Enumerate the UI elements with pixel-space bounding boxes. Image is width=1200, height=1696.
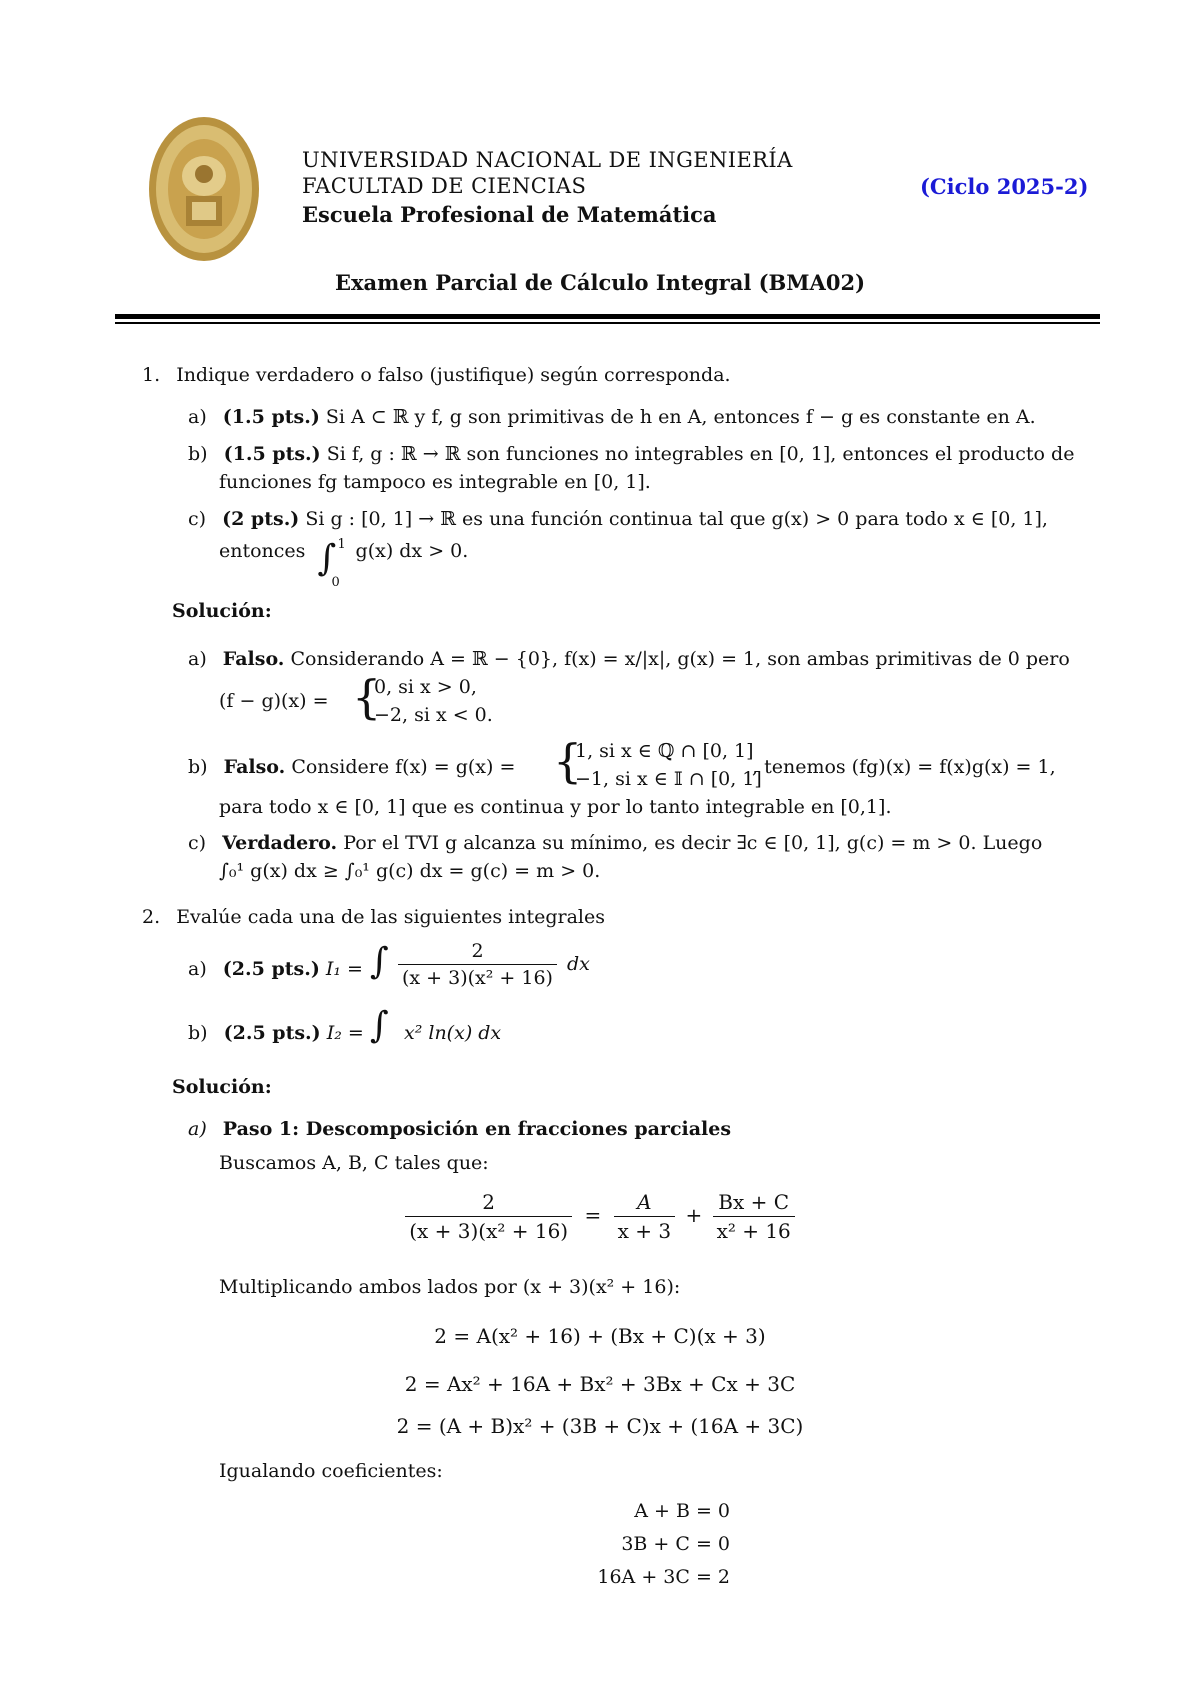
cycle-label: (Ciclo 2025-2) [920,174,1089,199]
q2-solution-label: Solución: [172,1076,272,1098]
sol-b-pre: Considere f(x) = g(x) = [291,756,516,778]
q2-a-fraction [398,940,590,989]
sol-c-text1: Por el TVI g alcanza su mínimo, es decir ∃c ∈ [0, 1], g(c) = m > 0. Luego [343,832,1043,854]
q1-a [188,406,1036,428]
q1-c-points: (2 pts.) [222,508,300,530]
system-eq-3: 16A + 3C = 2 [597,1566,730,1588]
multiply-text: Multiplicando ambos lados por (x + 3)(x² + 16): [219,1276,681,1298]
sol-a-case2: −2, si x < 0. [374,704,493,726]
q1-c-integrand: g(x) dx > 0. [355,540,469,562]
equation-2: 2 = A(x² + 16) + (Bx + C)(x + 3) [434,1324,766,1348]
sol-c-label: c) [188,832,207,854]
sol-b-label: b) [188,756,208,778]
q2-a [188,958,363,980]
q1-statement [142,364,731,386]
sol-b-brace: { [553,734,583,788]
sol-c-verdict: Verdadero. [222,832,338,854]
q2-number: 2. [142,906,161,928]
q2-b-integral-sign: ∫ [370,1005,389,1046]
q2-a-denominator: (x + 3)(x² + 16) [402,967,553,989]
q1-b-text-line1: Si f, g : ℝ → ℝ son funciones no integrables en [0, 1], entonces el producto de [326,443,1075,465]
eq1-a-numerator: A [614,1190,675,1217]
sol-a-case1: 0, si x > 0, [374,676,477,698]
sol-b-case1: 1, si x ∈ ℚ ∩ [0, 1] [575,740,754,762]
q2-b-label: b) [188,1022,208,1044]
q2-step1-label: a) [188,1118,207,1140]
q2-a-points: (2.5 pts.) [222,958,320,980]
school-name: Escuela Profesional de Matemática [302,202,717,227]
q1-c-text-line1: Si g : [0, 1] → ℝ es una función continua tal que g(x) > 0 para todo x ∈ [0, 1], [305,508,1048,530]
university-seal-logo [148,116,260,262]
q2-a-dx: dx [567,952,590,975]
system-eq-1: A + B = 0 [634,1500,730,1522]
eq1-a-denominator: x + 3 [617,1219,672,1243]
q1-a-label: a) [188,406,207,428]
sol-b-verdict: Falso. [223,756,286,778]
eq1-b-numerator: Bx + C [713,1190,795,1217]
header-rule-thick [115,314,1100,319]
q2-step1-title: Paso 1: Descomposición en fracciones parciales [222,1118,732,1140]
q1-c-label: c) [188,508,207,530]
q1-b-points: (1.5 pts.) [223,443,321,465]
q1-number: 1. [142,364,161,386]
sol-b-post: , tenemos (fg)(x) = f(x)g(x) = 1, [752,756,1056,778]
q1-c-line2: entonces ∫ 1 0 g(x) dx > 0. [219,537,469,590]
sol-b [188,756,515,778]
sol-b-case2: −1, si x ∈ 𝕀 ∩ [0, 1] [575,768,762,790]
q2-step1-text: Buscamos A, B, C tales que: [219,1152,489,1174]
exam-title: Examen Parcial de Cálculo Integral (BMA02) [334,270,866,295]
q1-a-text: Si A ⊂ ℝ y f, g son primitivas de h en A, entonces f − g es constante en A. [325,406,1036,428]
q1-c [188,508,1048,530]
q1-solution-label: Solución: [172,600,272,622]
university-name: UNIVERSIDAD NACIONAL DE INGENIERÍA [302,148,793,172]
q1-c-entonces: entonces [219,540,306,562]
sol-a-brace: { [352,670,382,724]
sol-a-verdict: Falso. [222,648,285,670]
q2-a-lhs: I₁ = [325,958,363,980]
q2-a-numerator: 2 [398,940,557,965]
sol-c [188,832,1042,854]
partial-fractions-equation: $\frac{2}{\text{(x + 3)(x² + 16)}}$ = $\frac{A}{x + 3}$ + $\frac{Bx + C}{\text{x² + 16}}$ [0,1190,1200,1243]
sol-c-text2: ∫₀¹ g(x) dx ≥ ∫₀¹ g(c) dx = g(c) = m > 0. [219,860,601,882]
equation-3: 2 = Ax² + 16A + Bx² + 3Bx + Cx + 3C [404,1372,796,1396]
eq1-left-denominator: (x + 3)(x² + 16) [409,1219,569,1243]
q2-a-integral-sign: ∫ [370,941,389,982]
sol-a [188,648,1070,670]
q2-text: Evalúe cada una de las siguientes integrales [176,906,605,928]
sol-a-label: a) [188,648,207,670]
q2-b-lhs: I₂ = [326,1022,364,1044]
q2-b-integrand: x² ln(x) dx [404,1022,502,1044]
eq1-left-numerator: 2 [405,1190,572,1217]
q1-b-label: b) [188,443,208,465]
q2-b [188,1022,364,1044]
coefficients-text: Igualando coeficientes: [219,1460,443,1482]
q2-b-points: (2.5 pts.) [223,1022,321,1044]
sol-a-piecewise-lhs: (f − g)(x) = [219,690,329,712]
system-eq-2: 3B + C = 0 [621,1533,730,1555]
eq1-b-denominator: x² + 16 [716,1219,791,1243]
q2-a-label: a) [188,958,207,980]
q1-a-points: (1.5 pts.) [222,406,320,428]
q1-text: Indique verdadero o falso (justifique) según corresponda. [176,364,731,386]
q2-statement [142,906,605,928]
q1-b [188,443,1074,465]
sol-a-text: Considerando A = ℝ − {0}, f(x) = x/|x|, g(x) = 1, son ambas primitivas de 0 pero [290,648,1070,670]
sol-b-text2: para todo x ∈ [0, 1] que es continua y por lo tanto integrable en [0,1]. [219,796,892,818]
q2-step1-heading [188,1118,731,1140]
header-rule-thin [115,322,1100,324]
q1-b-text-line2: funciones fg tampoco es integrable en [0, 1]. [219,471,651,493]
equation-4: 2 = (A + B)x² + (3B + C)x + (16A + 3C) [396,1414,804,1438]
faculty-name: FACULTAD DE CIENCIAS [302,174,587,198]
